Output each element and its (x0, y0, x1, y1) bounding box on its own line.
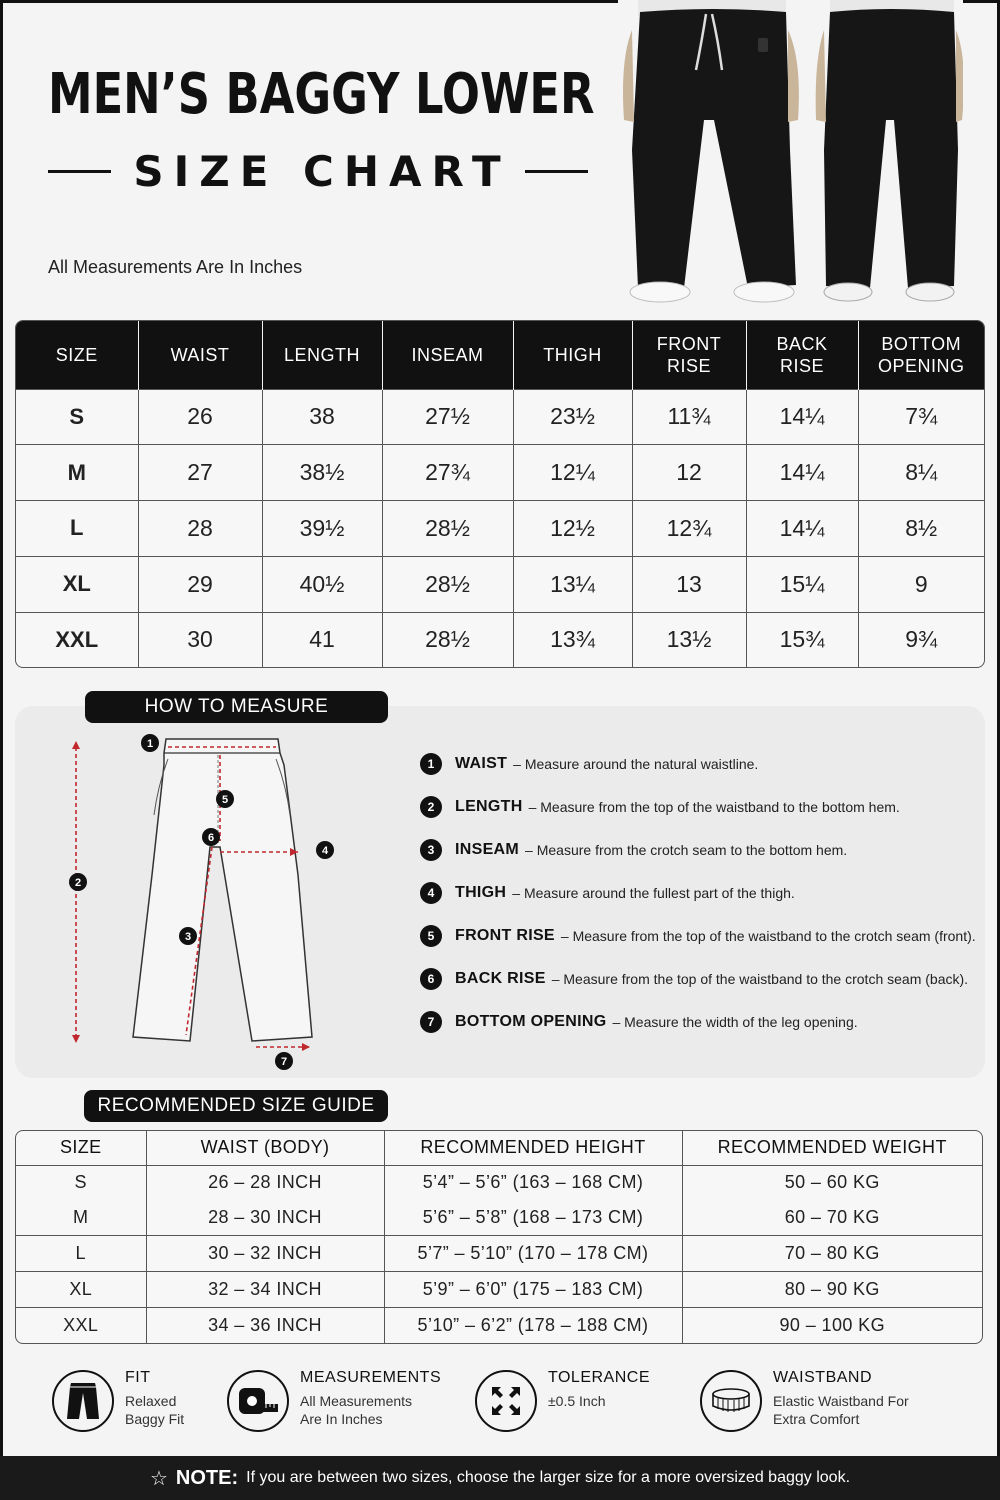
guide-size-cell: XL (16, 1272, 146, 1308)
measurement-cell: 15¼ (746, 556, 858, 612)
size-guide-row (16, 1272, 982, 1308)
size-cell: XL (16, 556, 138, 612)
feature-desc: ±0.5 Inch (548, 1393, 606, 1409)
step-description: – Measure around the fullest part of the thigh. (512, 884, 795, 901)
feature-fit (52, 1368, 184, 1434)
guide-size-cell: M (16, 1200, 146, 1235)
measurement-cell: 13 (632, 556, 746, 612)
size-chart-header-row (16, 321, 984, 389)
step-description: – Measure around the natural waistline. (513, 755, 759, 772)
step-number-badge: 7 (420, 1011, 442, 1033)
feature-title: MEASUREMENTS (300, 1369, 442, 1386)
size-chart-row (16, 612, 984, 667)
page-subtitle: SIZE CHART (133, 146, 511, 196)
measurement-cell: 40½ (262, 556, 382, 612)
pants-icon (52, 1370, 114, 1432)
header-size: SIZE (16, 321, 138, 389)
step-number-badge: 6 (420, 968, 442, 990)
step-name: LENGTH (455, 797, 523, 815)
note-label: NOTE: (175, 1466, 239, 1489)
guide-value-cell: 34 – 36 INCH (146, 1308, 384, 1343)
guide-header-size: SIZE (16, 1131, 146, 1165)
measurement-cell: 12¾ (632, 501, 746, 557)
guide-value-cell: 5’10” – 6’2” (178 – 188 CM) (384, 1308, 682, 1343)
star-icon: ☆ (149, 1467, 168, 1490)
measurement-cell: 38 (262, 389, 382, 445)
guide-size-cell: XXL (16, 1308, 146, 1343)
feature-waistband (700, 1368, 909, 1434)
step-name: BOTTOM OPENING (455, 1012, 607, 1030)
svg-text:7: 7 (280, 1056, 288, 1068)
measurement-cell: 15¾ (746, 612, 858, 667)
step-description: – Measure from the top of the waistband to the crotch seam (front). (560, 927, 976, 944)
measurement-cell: 27½ (382, 389, 513, 445)
size-cell: M (16, 445, 138, 501)
guide-value-cell: 5’9” – 6’0” (175 – 183 CM) (384, 1272, 682, 1308)
size-cell: L (16, 501, 138, 557)
measurement-cell: 28½ (382, 556, 513, 612)
guide-value-cell: 60 – 70 KG (784, 1207, 880, 1228)
svg-text:5: 5 (221, 794, 229, 806)
units-note: All Measurements Are In Inches (48, 257, 303, 277)
guide-value-cell: 28 – 30 INCH (146, 1200, 384, 1235)
subtitle-row (48, 146, 588, 196)
svg-text:4: 4 (321, 845, 329, 857)
svg-text:6: 6 (207, 832, 215, 844)
product-image (618, 0, 963, 310)
measurement-cell: 12 (632, 445, 746, 501)
header-thigh: THIGH (513, 321, 632, 389)
feature-title: WAISTBAND (773, 1369, 873, 1386)
step-number-badge: 1 (420, 753, 442, 775)
step-description: – Measure from the top of the waistband to the bottom hem. (528, 798, 900, 815)
measurement-cell: 23½ (513, 389, 632, 445)
svg-text:3: 3 (184, 931, 192, 943)
header-inseam: INSEAM (382, 321, 513, 389)
size-chart-row (16, 389, 984, 445)
size-guide-row (16, 1308, 982, 1343)
measurement-cell: 28½ (382, 501, 513, 557)
step-number-badge: 5 (420, 925, 442, 947)
measure-step (420, 914, 990, 957)
waistband-icon (700, 1370, 762, 1432)
guide-value-cell: 26 – 28 INCH (146, 1165, 384, 1200)
diagram-marker-7 (275, 1052, 293, 1070)
note-text: If you are between two sizes, choose the larger size for a more oversized baggy look. (246, 1469, 851, 1486)
size-guide-row (16, 1236, 982, 1272)
svg-text:2: 2 (74, 877, 82, 889)
measure-step (420, 1000, 990, 1043)
guide-value-cell: 90 – 100 KG (682, 1308, 982, 1343)
measurement-cell: 14¼ (746, 389, 858, 445)
diagram-marker-2 (69, 873, 87, 891)
measurement-cell: 7¾ (858, 389, 984, 445)
guide-value-cell: 5’7” – 5’10” (170 – 178 CM) (384, 1236, 682, 1272)
measurement-cell: 9 (858, 556, 984, 612)
guide-value-cell: 80 – 90 KG (682, 1272, 982, 1308)
size-chart-row (16, 556, 984, 612)
diagram-marker-3 (179, 927, 197, 945)
measurement-cell: 8½ (858, 501, 984, 557)
how-to-measure-label: HOW TO MEASURE (85, 691, 388, 723)
diagram-marker-1 (141, 734, 159, 752)
header-waist: WAIST (138, 321, 262, 389)
measurement-cell: 13¾ (513, 612, 632, 667)
measurement-cell: 27¾ (382, 445, 513, 501)
measure-step (420, 828, 990, 871)
guide-value-cell: 5’4” – 5’6” (163 – 168 CM) (384, 1165, 682, 1200)
guide-header-weight: RECOMMENDED WEIGHT (682, 1131, 982, 1165)
guide-header-height: RECOMMENDED HEIGHT (384, 1131, 682, 1165)
step-name: INSEAM (455, 840, 520, 858)
feature-tolerance (475, 1368, 650, 1434)
measurement-cell: 12¼ (513, 445, 632, 501)
guide-value-cell: 5’6” – 5’8” (168 – 173 CM) (384, 1200, 682, 1235)
measurement-cell: 12½ (513, 501, 632, 557)
guide-header-waist: WAIST (BODY) (146, 1131, 384, 1165)
measure-step (420, 742, 990, 785)
feature-desc: Elastic Waistband For Extra Comfort (773, 1393, 909, 1427)
feature-desc: Relaxed Baggy Fit (125, 1393, 185, 1427)
measurement-cell: 39½ (262, 501, 382, 557)
feature-desc: All Measurements Are In Inches (300, 1393, 413, 1427)
measure-steps-list (420, 742, 990, 1043)
expand-arrows-icon (475, 1370, 537, 1432)
header-front-rise: FRONT RISE (632, 321, 746, 389)
step-name: THIGH (455, 883, 507, 901)
step-name: WAIST (455, 754, 508, 772)
diagram-marker-4 (316, 841, 334, 859)
measurement-cell: 13¼ (513, 556, 632, 612)
feature-title: FIT (125, 1369, 151, 1386)
diagram-marker-5 (216, 790, 234, 808)
measurement-cell: 27 (138, 445, 262, 501)
step-description: – Measure the width of the leg opening. (612, 1013, 858, 1030)
measure-step (420, 957, 990, 1000)
measurement-cell: 14¼ (746, 501, 858, 557)
size-chart-row (16, 445, 984, 501)
size-cell: XXL (16, 612, 138, 667)
measurement-cell: 9¾ (858, 612, 984, 667)
step-name: BACK RISE (455, 969, 546, 987)
measurement-cell: 41 (262, 612, 382, 667)
measurement-cell: 30 (138, 612, 262, 667)
measurement-cell: 28 (138, 501, 262, 557)
guide-size-cell: L (16, 1236, 146, 1272)
measure-step (420, 871, 990, 914)
guide-value-cell: 50 – 60 KG (682, 1165, 982, 1200)
measurement-cell: 11¾ (632, 389, 746, 445)
pants-measure-diagram (40, 725, 360, 1075)
measurement-cell: 26 (138, 389, 262, 445)
note-bar (0, 1456, 1000, 1500)
measurement-cell: 14¼ (746, 445, 858, 501)
measurement-cell: 8¼ (858, 445, 984, 501)
guide-value-cell: 70 – 80 KG (682, 1236, 982, 1272)
features-row (52, 1368, 982, 1438)
diagram-marker-6 (202, 828, 220, 846)
step-name: FRONT RISE (455, 926, 555, 944)
guide-value-cell: 32 – 34 INCH (146, 1272, 384, 1308)
size-guide-row (16, 1165, 982, 1200)
size-guide-header-row (16, 1131, 982, 1165)
svg-text:1: 1 (146, 738, 154, 750)
feature-title: TOLERANCE (548, 1369, 651, 1386)
measurement-cell: 29 (138, 556, 262, 612)
step-number-badge: 3 (420, 839, 442, 861)
size-chart-row (16, 501, 984, 557)
measurement-cell: 28½ (382, 612, 513, 667)
divider-left (48, 170, 111, 173)
measurement-cell: 38½ (262, 445, 382, 501)
measuring-tape-icon (227, 1370, 289, 1432)
feature-measurements (227, 1368, 441, 1434)
header-back-rise: BACK RISE (746, 321, 858, 389)
header-bottom-opening: BOTTOM OPENING (858, 321, 984, 389)
step-description: – Measure from the crotch seam to the bottom hem. (525, 841, 848, 858)
divider-right (525, 170, 588, 173)
page-title: MEN’S BAGGY LOWER (48, 62, 595, 127)
size-guide-label: RECOMMENDED SIZE GUIDE (84, 1090, 388, 1122)
size-chart-table (15, 320, 985, 668)
header-length: LENGTH (262, 321, 382, 389)
step-description: – Measure from the top of the waistband to the crotch seam (back). (551, 970, 969, 987)
size-cell: S (16, 389, 138, 445)
step-number-badge: 2 (420, 796, 442, 818)
guide-value-cell: 30 – 32 INCH (146, 1236, 384, 1272)
size-guide-table (15, 1130, 983, 1344)
measurement-cell: 13½ (632, 612, 746, 667)
size-guide-row (16, 1200, 982, 1235)
measure-step (420, 785, 990, 828)
guide-size-cell: S (16, 1165, 146, 1200)
step-number-badge: 4 (420, 882, 442, 904)
